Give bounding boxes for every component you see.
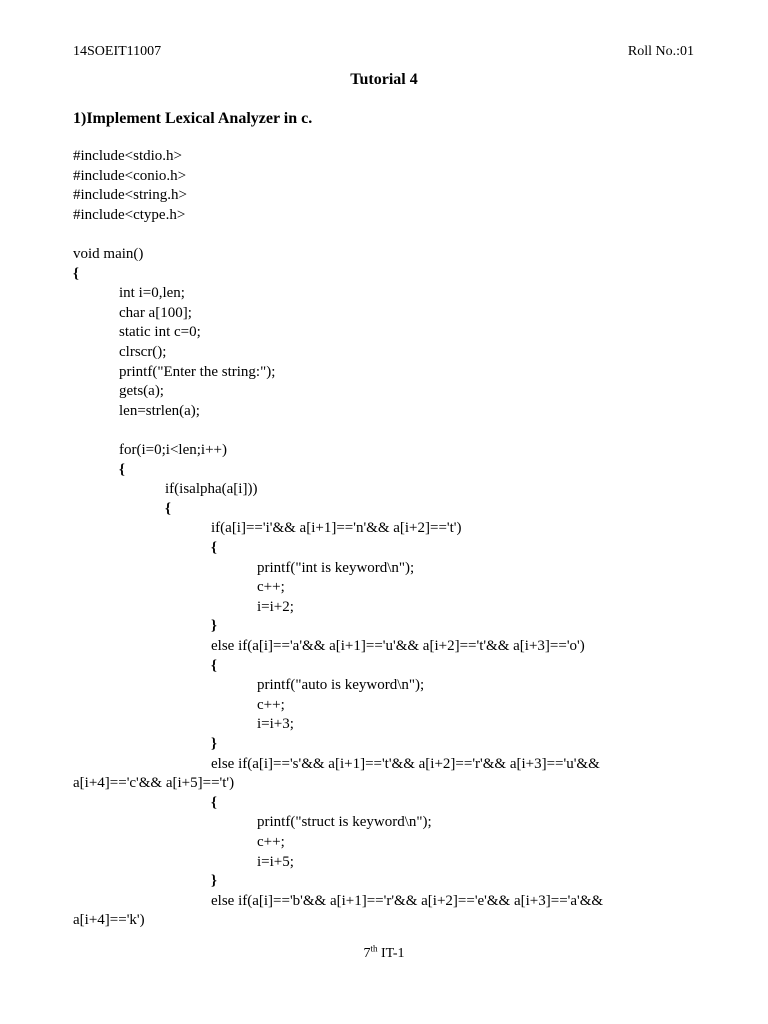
code-line: for(i=0;i<len;i++) <box>119 442 227 458</box>
code-line: } <box>211 618 217 635</box>
code-line: clrscr(); <box>119 344 167 360</box>
code-line: a[i+4]=='k') <box>73 912 145 929</box>
code-line: c++; <box>257 834 285 850</box>
question-heading: 1)Implement Lexical Analyzer in c. <box>73 110 313 127</box>
code-line: if(isalpha(a[i])) <box>165 481 258 498</box>
code-line: { <box>211 657 217 674</box>
code-line: } <box>211 873 217 890</box>
header-student-id: 14SOEIT11007 <box>73 44 162 59</box>
code-line: #include<string.h> <box>73 187 187 204</box>
footer-semester-suffix: th <box>370 943 378 954</box>
code-line: else if(a[i]=='s'&& a[i+1]=='t'&& a[i+2]=='r'&& a[i+3]=='u'&& <box>211 755 600 772</box>
code-line: { <box>211 794 217 811</box>
code-line: else if(a[i]=='a'&& a[i+1]=='u'&& a[i+2]=='t'&& a[i+3]=='o') <box>211 638 585 654</box>
code-line: i=i+3; <box>257 716 294 733</box>
code-line: #include<conio.h> <box>73 167 187 184</box>
footer-class-label <box>0 944 768 964</box>
code-line: c++; <box>257 579 285 596</box>
code-line: i=i+5; <box>257 853 294 870</box>
code-line: printf("int is keyword\n"); <box>257 559 415 576</box>
code-line: printf("auto is keyword\n"); <box>257 677 425 694</box>
code-line: i=i+2; <box>257 598 294 615</box>
page-title: Tutorial 4 <box>350 71 418 88</box>
code-line: #include<ctype.h> <box>73 206 186 223</box>
code-line: printf("Enter the string:"); <box>119 363 276 380</box>
footer-semester-number: 7 <box>363 946 371 961</box>
code-line: a[i+4]=='c'&& a[i+5]=='t') <box>73 775 235 792</box>
code-line: { <box>211 540 217 556</box>
code-line: else if(a[i]=='b'&& a[i+1]=='r'&& a[i+2]=='e'&& a[i+3]=='a'&& <box>211 892 604 909</box>
code-line: } <box>211 736 217 752</box>
code-line: { <box>119 461 125 478</box>
code-line: c++; <box>257 696 285 713</box>
code-line: { <box>73 265 79 282</box>
code-line: static int c=0; <box>119 324 201 341</box>
footer-division: IT-1 <box>380 946 405 961</box>
code-line: len=strlen(a); <box>119 402 200 419</box>
code-line: if(a[i]=='i'&& a[i+1]=='n'&& a[i+2]=='t') <box>211 520 462 537</box>
code-line: { <box>165 500 171 517</box>
code-line: int i=0,len; <box>119 285 185 302</box>
code-line: char a[100]; <box>119 304 192 321</box>
code-line: void main() <box>73 246 144 262</box>
code-line: #include<stdio.h> <box>73 148 182 164</box>
code-line: printf("struct is keyword\n"); <box>257 814 432 831</box>
header-roll-number: Roll No.:01 <box>627 44 694 59</box>
code-line: gets(a); <box>119 383 164 400</box>
